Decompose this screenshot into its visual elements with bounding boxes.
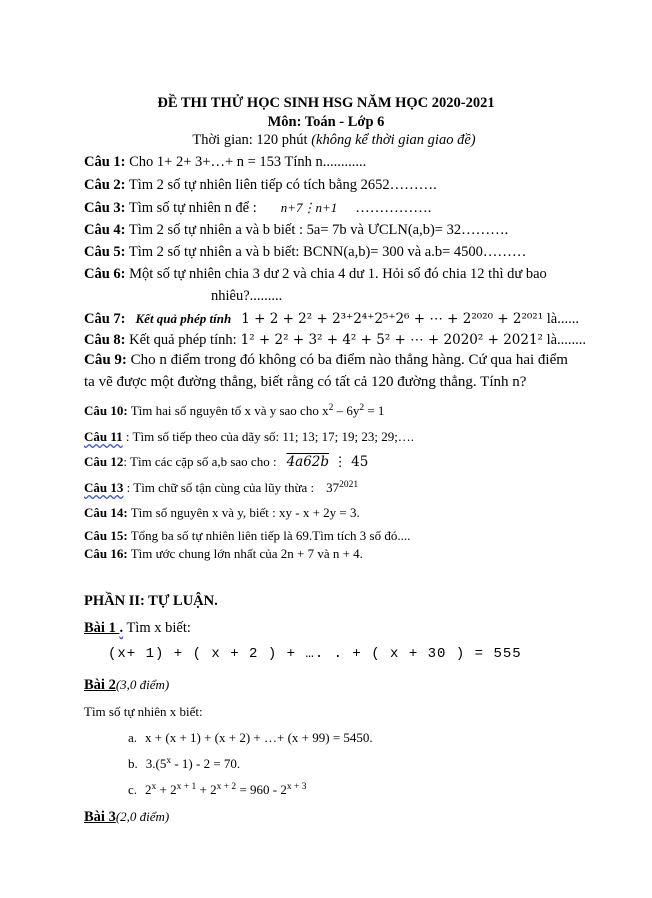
bai-2-a: a. x + (x + 1) + (x + 2) + …+ (x + 99) = 5450. xyxy=(128,730,373,745)
question-3: Câu 3: Tìm số tự nhiên n để : n+7⋮n+1 ……………. xyxy=(84,200,432,216)
question-14: Câu 14: Tìm số nguyên x và y, biết : xy - x + 2y = 3. xyxy=(84,505,360,520)
question-4: Câu 4: Tìm 2 số tự nhiên a và b biết : 5a= 7b và ƯCLN(a,b)= 32………. xyxy=(84,222,509,238)
bai-2-b: b. 3.(5$^x$ - 1) - 2 = 70. xyxy=(128,756,241,771)
question-9-continued: ta vẽ được một đường thẳng, biết rằng có tất cả 120 đường thẳng. Tính n? xyxy=(84,374,527,390)
question-9: Câu 9: Cho n điểm trong đó không có ba điểm nào thẳng hàng. Cứ qua hai điểm xyxy=(84,352,568,368)
question-16: Câu 16: Tìm ước chung lớn nhất của 2n + 7 và n + 4. xyxy=(84,546,363,561)
question-7: Câu 7: Kết quả phép tính 1 + 2 + 2² + 2³⁺2⁴⁺2⁵⁺2⁶ + ⋯ + 2²⁰²⁰ + 2²⁰²¹ là...... xyxy=(84,311,579,327)
bai-1: Bài 1 . Tìm x biết: xyxy=(84,620,191,636)
bai-2: Bài 2(3,0 điểm) xyxy=(84,677,170,693)
exam-time: Thời gian: 120 phút (không kể thời gian giao đề) xyxy=(192,132,476,148)
exam-title: ĐỀ THI THỬ HỌC SINH HSG NĂM HỌC 2020-2021 xyxy=(157,95,495,111)
question-5: Câu 5: Tìm 2 số tự nhiên a và b biết: BCNN(a,b)= 300 và a.b= 4500……… xyxy=(84,244,527,260)
question-2: Câu 2: Tìm 2 số tự nhiên liên tiếp có tích bằng 2652………. xyxy=(84,177,437,193)
bai-1-equation: (x+ 1) + ( x + 2 ) + …. . + ( x + 30 ) = 555 xyxy=(108,646,522,662)
bai-2-intro: Tìm số tự nhiên x biết: xyxy=(84,704,203,719)
question-6: Câu 6: Một số tự nhiên chia 3 dư 2 và chia 4 dư 1. Hỏi số đó chia 12 thì dư bao xyxy=(84,266,547,282)
exam-subject: Môn: Toán - Lớp 6 xyxy=(267,114,385,130)
question-6-continued: nhiêu?......... xyxy=(211,288,283,304)
part2-heading: PHẦN II: TỰ LUẬN. xyxy=(84,593,218,609)
question-11: Câu 11 : Tìm số tiếp theo của dãy số: 11; 13; 17; 19; 23; 29;…. xyxy=(84,429,415,444)
question-12: Câu 12: Tìm các cặp số a,b sao cho : 4a62b ⋮ 45 xyxy=(84,454,369,470)
question-10: Câu 10: Tìm hai số nguyên tố x và y sao cho $x^2 - 6y^2 = 1$ xyxy=(84,403,385,418)
question-1: Câu 1: Cho 1+ 2+ 3+…+ n = 153 Tính n............ xyxy=(84,154,367,170)
bai-2-c: c. $2^x + 2^{x + 1} + 2^{x + 2} = 960 - 2^{x + 3}$ xyxy=(128,782,307,797)
question-8: Câu 8: Kết quả phép tính: 1² + 2² + 3² + 4² + 5² + ⋯ + 2020² + 2021² là........ xyxy=(84,332,587,348)
question-13: Câu 13 : Tìm chữ số tận cùng của lũy thừa : $37^{2021}$ xyxy=(84,480,359,495)
question-15: Câu 15: Tổng ba số tự nhiên liên tiếp là 69.Tìm tích 3 số đó.... xyxy=(84,528,411,543)
bai-3: Bài 3(2,0 điểm) xyxy=(84,809,170,825)
